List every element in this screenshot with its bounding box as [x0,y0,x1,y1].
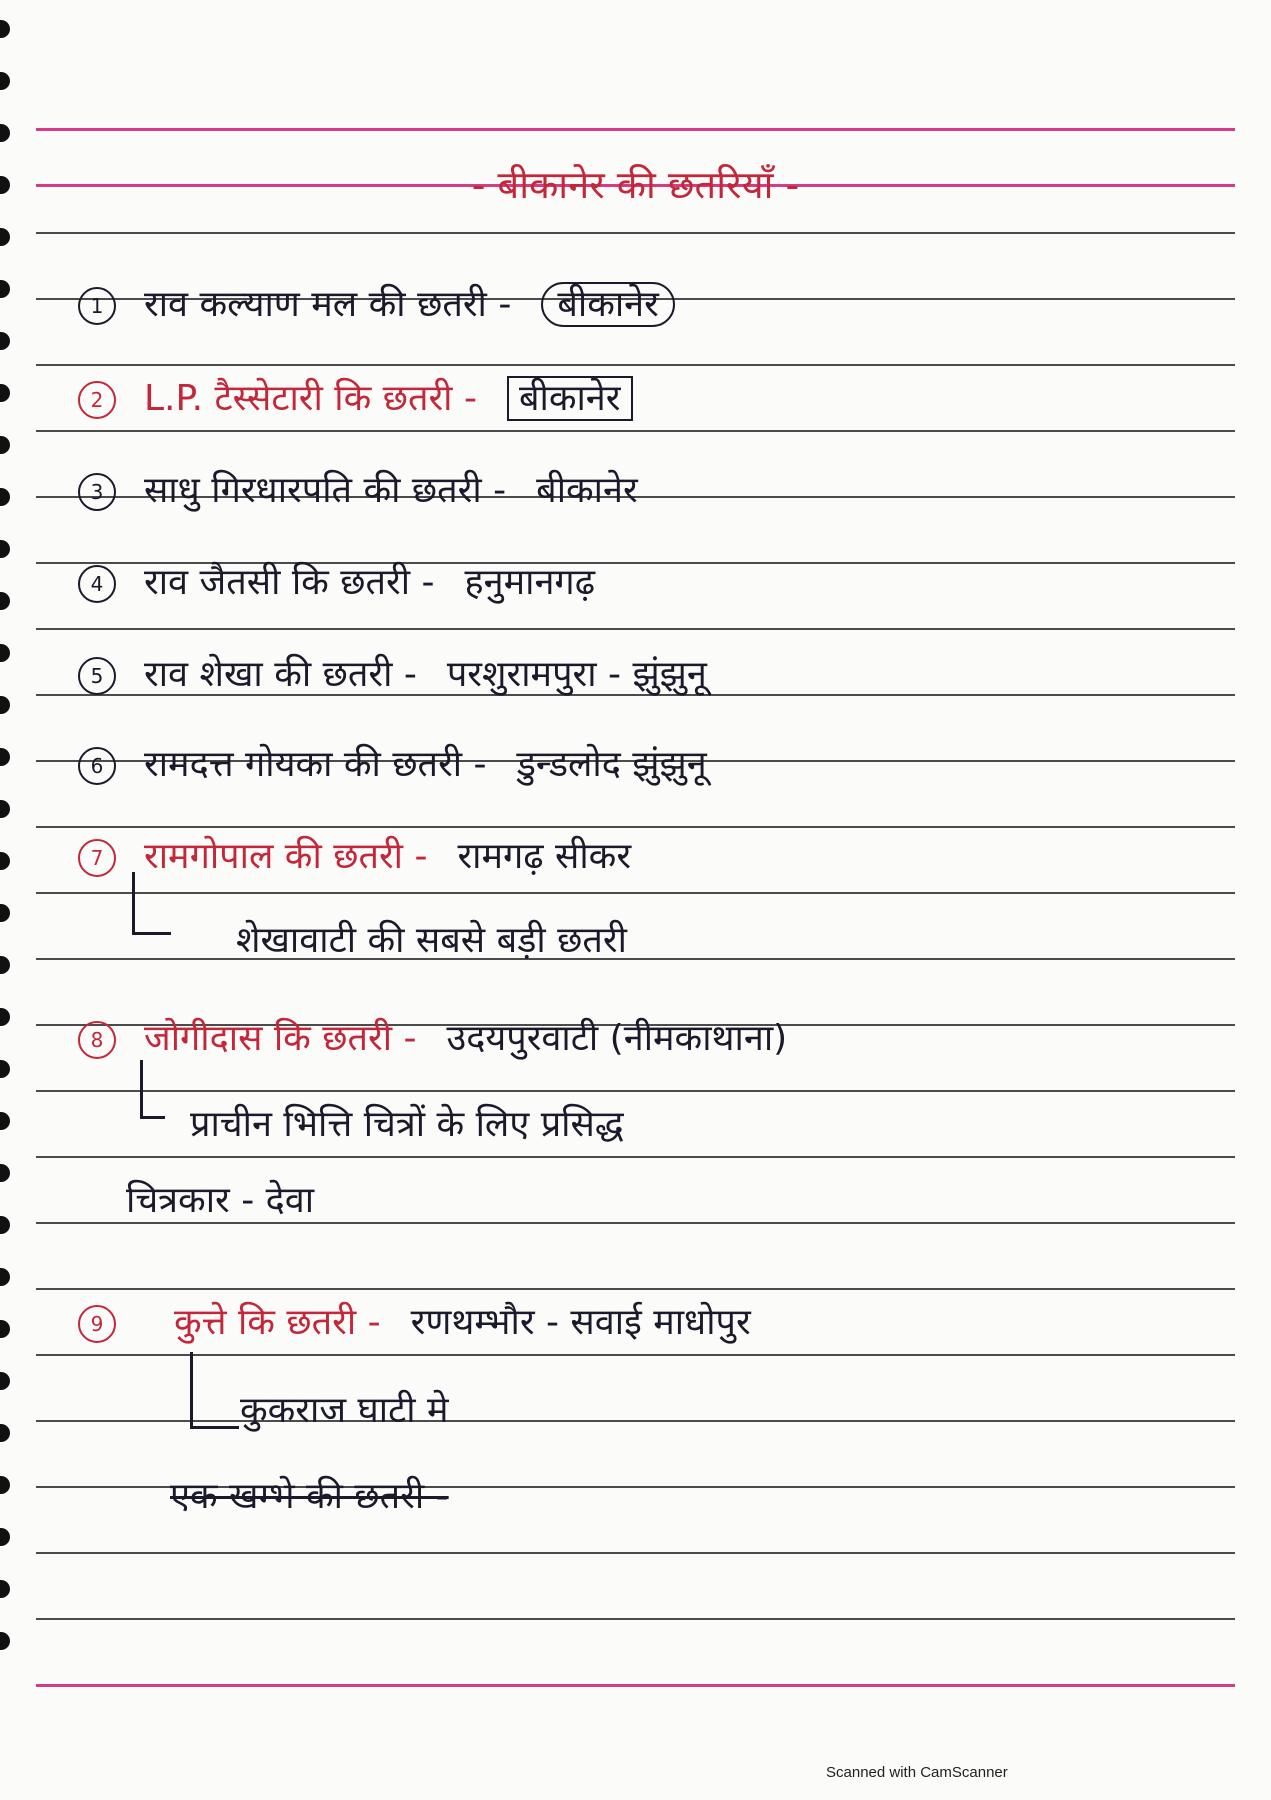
binding-hole [0,228,10,246]
entry-9 [78,1294,1231,1352]
binding-hole [0,436,10,454]
entry-name: कुत्ते कि छतरी - [174,1302,381,1343]
binding-hole [0,1060,10,1078]
entry-name: जोगीदास कि छतरी - [144,1018,417,1059]
binding-hole [0,1216,10,1234]
binding-hole [0,644,10,662]
entry-place: हनुमानगढ़ [464,562,595,603]
note-bracket [190,1352,239,1429]
entry-number: 5 [78,657,116,695]
entry-number: 6 [78,747,116,785]
binding-hole [0,1424,10,1442]
binding-hole [0,852,10,870]
entry-name: राव शेखा की छतरी - [144,654,417,695]
binding-hole [0,1112,10,1130]
binding-hole [0,1632,10,1650]
binding-hole [0,1320,10,1338]
bottom-margin-line [36,1684,1235,1687]
note-bracket [140,1060,165,1119]
entry-name: रामदत्त गोयका की छतरी - [144,744,487,785]
entry-name: रामगोपाल की छतरी - [144,836,428,877]
entry-place: बीकानेर [507,376,633,421]
entry-name: राव कल्याण मल की छतरी - [144,284,512,325]
ruled-line [36,430,1235,432]
entry-place: उदयपुरवाटी (नीमकाथाना) [446,1018,788,1059]
entry-name: साधु गिरधारपति की छतरी - [144,470,507,511]
ruled-line [36,958,1235,960]
struck-entry: एक खम्भे की छतरी - [170,1476,449,1517]
binding-hole [0,1164,10,1182]
ruled-line [36,892,1235,894]
ruled-line [36,364,1235,366]
ruled-line [36,1618,1235,1620]
ruled-line [36,1090,1235,1092]
entry-7-note: शेखावाटी की सबसे बड़ी छतरी [236,920,627,961]
entry-3 [78,462,1231,520]
entry-number: 7 [78,839,116,877]
entry-6 [78,736,1231,794]
note-bracket [132,872,171,935]
binding-hole [0,1268,10,1286]
entry-place: रामगढ़ सीकर [457,836,632,877]
entry-4 [78,554,1231,612]
entry-number: 9 [78,1305,116,1343]
ruled-line [36,1156,1235,1158]
entry-2 [78,370,1231,428]
page-title: - बीकानेर की छतरियाँ - [471,163,800,207]
binding-hole [0,384,10,402]
ruled-line [36,628,1235,630]
binding-hole [0,488,10,506]
binding-hole [0,748,10,766]
entry-place: परशुरामपुरा - झुंझुनू [446,654,707,695]
binding-hole [0,904,10,922]
top-margin-line [36,128,1235,131]
entry-8-note: प्राचीन भित्ति चित्रों के लिए प्रसिद्ध [190,1104,624,1145]
binding-hole [0,592,10,610]
entry-8 [78,1010,1231,1068]
entry-number: 4 [78,565,116,603]
entry-number: 8 [78,1021,116,1059]
binding-hole [0,332,10,350]
ruled-line [36,1552,1235,1554]
entry-name: L.P. टैस्सेटारी कि छतरी - [144,378,477,419]
entry-5 [78,646,1231,704]
entry-8-artist: चित्रकार - देवा [126,1180,315,1221]
entry-1 [78,276,1231,334]
entry-place: बीकानेर [536,470,638,511]
scanner-footer: Scanned with CamScanner [826,1764,1008,1781]
binding-hole [0,280,10,298]
binding-hole [0,1476,10,1494]
ruled-line [36,232,1235,234]
binding-hole [0,20,10,38]
entry-7 [78,828,1231,886]
entry-9-note: कुकराज घाटी मे [240,1390,449,1431]
binding-hole [0,1008,10,1026]
entry-name: राव जैतसी कि छतरी - [144,562,435,603]
binding-hole [0,800,10,818]
entry-number: 3 [78,473,116,511]
binding-hole [0,1580,10,1598]
binding-hole [0,540,10,558]
entry-number: 2 [78,381,116,419]
binding-hole [0,696,10,714]
binding-hole [0,956,10,974]
entry-place: डुन्डलोद झुंझुनू [516,744,707,785]
entry-place: बीकानेर [541,282,675,327]
binding-hole [0,72,10,90]
binding-hole [0,124,10,142]
binding-hole [0,1372,10,1390]
entry-number: 1 [78,287,116,325]
binding-hole [0,1528,10,1546]
entry-place: रणथम्भौर - सवाई माधोपुर [410,1302,751,1343]
ruled-line [36,1288,1235,1290]
